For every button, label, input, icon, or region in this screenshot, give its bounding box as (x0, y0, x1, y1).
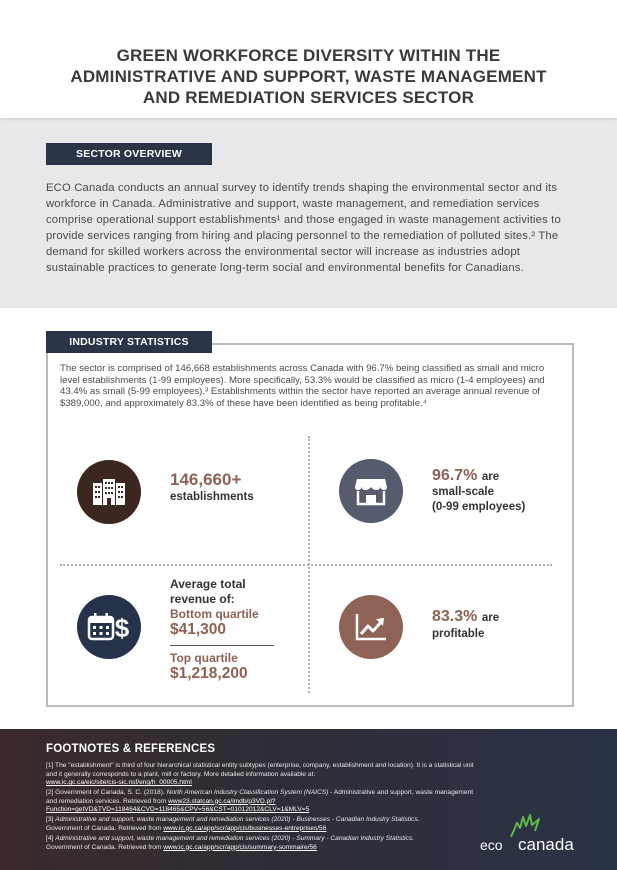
footnotes-section (0, 729, 617, 870)
svg-text:$: $ (114, 613, 130, 643)
store-icon (354, 476, 388, 506)
quartile-separator (170, 645, 274, 646)
industry-statistics-text: The sector is comprised of 146,668 establishments across Canada with 96.7% being classified as small and micro level establishments (1-99 employees). More specifically, 53.3% would be classified as micro (1-4 employees) and 43.4% as small (5-99 employees).³ Establishments within the sector have reported an average annual revenue of $389,000, and approximately 83.3% of these have been identified as being profitable.⁴ (60, 363, 545, 409)
profitable-stat (432, 608, 552, 642)
title-line-3: AND REMEDIATION SERVICES SECTOR (142, 88, 475, 107)
title-line-1: GREEN WORKFORCE DIVERSITY WITHIN THE (116, 46, 501, 65)
industry-statistics-label: INDUSTRY STATISTICS (46, 331, 212, 353)
small-scale-label-1: small-scale (432, 486, 495, 498)
footnote-2-link[interactable]: www23.statcan.gc.ca/imdb/p3VD.pl?Function=getVD&TVD=118464&CVD=118465&CPV=56&CST=01012012&CLV=1&MLV=5 (46, 797, 310, 814)
building-icon (91, 477, 127, 507)
title-banner (0, 0, 617, 118)
footnote-3: [3] Administrative and support, waste management and remediation services (2020) - Businesses - Canadian Industry Statistics. Government of Canada. Retrieved from www.ic.gc.ca/app/scr/app/cis/businesses-entreprises/56 (46, 816, 420, 832)
bottom-quartile-value: $41,300 (170, 621, 227, 638)
small-scale-stat (432, 467, 562, 515)
page-title (0, 0, 617, 108)
eco-canada-logo (480, 813, 580, 857)
top-quartile-value: $1,218,200 (170, 665, 248, 682)
horizontal-divider (60, 564, 552, 566)
sector-overview-text: ECO Canada conducts an annual survey to identify trends shaping the environmental sector and its workforce in Canada. Administrative and support, waste management, and remediation services comprise operational support establishments¹ and those engaged in waste management activities to provide services ranging from hiring and placing personnel to the remediation of polluted sites.² The demand for skilled workers across the environmental sector will increase as industries adopt sustainable practices to generate long-term social and environmental benefits for Canadians. (46, 182, 561, 274)
logo-eco: eco (480, 837, 503, 853)
sector-overview-label: SECTOR OVERVIEW (46, 143, 212, 165)
profitable-label: profitable (432, 628, 485, 640)
small-scale-value: 96.7% (432, 467, 478, 484)
trend-up-icon (354, 612, 388, 642)
footnote-4-link[interactable]: www.ic.gc.ca/app/scr/app/cis/summary-sommaire/56 (163, 843, 317, 851)
calendar-dollar-icon (87, 611, 131, 643)
establishments-value: 146,660+ (170, 470, 242, 489)
revenue-icon-circle (77, 595, 141, 659)
profitable-value: 83.3% (432, 608, 478, 625)
logo-canada: canada (518, 835, 574, 854)
footnote-2: [2] Government of Canada, S. C. (2018). North American Industry Classification System (NAICS) - Administrative and support, waste management and remediation services. Retrieved from www23.statcan.gc.ca/imdb/p3VD.pl?Function=getVD&TVD=118464&CVD=118465&CPV=56&CST=01012012&CLV=1&MLV=5 (46, 789, 474, 814)
profitable-suffix: are (481, 612, 500, 624)
footnote-1-link[interactable]: www.ic.gc.ca/eic/site/cis-sic.nsf/eng/h_00005.html (46, 779, 192, 787)
footnote-4: [4] Administrative and support, waste management and remediation services (2020) - Summary - Canadian Industry Statistics. Government of Canada. Retrieved from www.ic.gc.ca/app/scr/app/cis/summary-sommaire/56 (46, 835, 414, 851)
small-scale-suffix: are (481, 471, 500, 483)
top-quartile-label: Top quartile (170, 651, 238, 665)
establishments-stat (170, 470, 254, 505)
revenue-stat (170, 577, 278, 682)
bottom-quartile-label: Bottom quartile (170, 607, 259, 621)
revenue-heading-1: Average total (170, 577, 246, 591)
footnote-1: [1] The "establishment" is third of four hierarchical statistical entity subtypes (enterprise, company, establishment and location). It is a statistical unit and it generally corresponds to a plant, mill or factory. More detailed information available at: www.ic.gc.ca/eic/site/cis-sic.nsf/eng/h_00005.html (46, 762, 474, 787)
profitable-icon-circle (339, 595, 403, 659)
small-scale-label-2: (0-99 employees) (432, 501, 526, 513)
establishments-label: establishments (170, 491, 254, 503)
revenue-heading-2: revenue of: (170, 592, 235, 606)
small-scale-icon-circle (339, 459, 403, 523)
title-line-2: ADMINISTRATIVE AND SUPPORT, WASTE MANAGEMENT (70, 67, 547, 86)
footnotes-heading: FOOTNOTES & REFERENCES (46, 743, 216, 755)
establishments-icon-circle (77, 460, 141, 524)
footnote-3-link[interactable]: www.ic.gc.ca/app/scr/app/cis/businesses-entreprises/56 (163, 824, 327, 832)
